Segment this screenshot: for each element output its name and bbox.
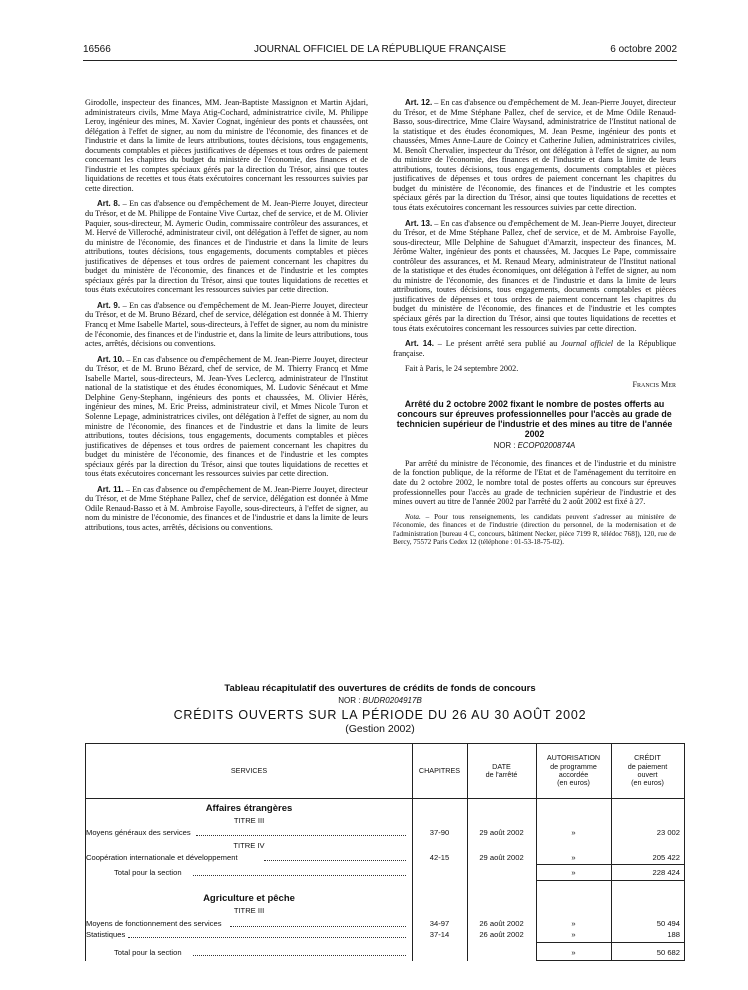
table-heading: CRÉDITS OUVERTS SUR LA PÉRIODE DU 26 AU 30 AOÛT 2002: [173, 708, 587, 722]
table-nor: [83, 696, 677, 705]
decree-body: Par arrêté du ministre de l'économie, des finances et de l'industrie et du ministre de la fonction publique, de la réforme de l'Etat et de l'aménagement du territoire en date du 2 octobre 2002, le nombre total de postes offerts au concours sur épreuves professionnelles pour l'accès au grade de technicien supérieur de l'industrie et des mines ouvert au titre de l'année 2002 par l'arrêté du 2 août 2002 est fixé à 27.: [393, 458, 676, 507]
row-label: Statistiques: [86, 930, 126, 939]
section-name: Affaires étrangères: [205, 803, 293, 814]
article-label: Art. 12.: [405, 98, 433, 107]
nor-code: ECOP0200874A: [517, 441, 576, 451]
row-autorisation: »: [571, 919, 576, 928]
row-chapitre: 37-90: [429, 828, 450, 837]
table-subheading: (Gestion 2002): [345, 723, 415, 735]
nor-label: NOR :: [338, 696, 363, 705]
decree-title: Arrêté du 2 octobre 2002 fixant le nombre de postes offerts au concours sur épreuves professionnelles pour l'accès au grade de technicien supérieur de l'industrie et des mines au titre de l'année 2002: [396, 399, 673, 440]
nor-label: NOR :: [493, 441, 518, 451]
header-credit: CRÉDIT de paiement ouvert (en euros): [627, 753, 668, 788]
article-label: Art. 11.: [97, 484, 124, 494]
row-label: Coopération internationale et développement: [86, 853, 238, 862]
article-text: – En cas d'absence ou d'empêchement de M. Jean-Pierre Jouyet, directeur du Trésor, et de Mme Stéphane Pallez, chef de service, et de M. Ambroise Fayolle, sous-directeur, Mlle Delphine de Sahuguet d'Amarzit, inspecteur des finances, M. Jérôme Walter, ingénieur des ponts et chaussées, M. Jacques Le Pape, commissaire contrôleur des assurances, et M. Renaud Meary, administrateur de l'Institut national de la statistique et des études économiques, ont délégation à l'effet de signer, au nom du ministre de l'économie, des finances et de l'industrie et dans la limite de leurs attributions, toutes décisions, tous engagements, documents comptables et pièces justificatives de dépenses et tous ordres de paiement concernant les chapitres du budget du ministère de l'économie, des finances et de l'industrie et les comptes spéciaux gérés par la direction du Trésor, ainsi que toutes liquidations de recettes et tous états exécutoires concernant les ressources suivies par cette direction.: [393, 218, 676, 333]
credits-table: [85, 743, 685, 961]
article-label: Art. 9.: [97, 300, 121, 310]
total-credit: 228 424: [652, 868, 680, 877]
row-date: 26 août 2002: [479, 930, 524, 939]
row-credit: 50 494: [656, 919, 680, 928]
table-title: Tableau récapitulatif des ouvertures de crédits de fonds de concours: [224, 683, 536, 694]
article-label: Art. 10.: [97, 354, 125, 364]
row-autorisation: »: [571, 828, 576, 837]
total-label: Total pour la section: [114, 948, 182, 957]
article-label: Art. 14.: [405, 339, 434, 349]
total-credit: 50 682: [656, 948, 680, 957]
header-autorisation: AUTORISATION de programme accordée (en euros): [546, 753, 601, 788]
row-autorisation: »: [571, 853, 576, 862]
row-credit: 188: [667, 930, 680, 939]
total-divider: [536, 942, 684, 943]
issue-date: 6 octobre 2002: [610, 44, 677, 55]
signature: Francis Mer: [632, 379, 676, 389]
right-column: [393, 98, 676, 675]
nota-text: – Pour tous renseignements, les candidats peuvent s'adresser au ministère de l'économie, des finances et de l'industrie (direction du personnel, de la modernisation et de l'administration [bureau 4 C, concours, bâtiment Necker, pièce 7199 R, télédoc 768]), 120, rue de Bercy, 75572 Paris Cedex 12 (téléphone : 01-53-18-75-02).: [393, 512, 676, 547]
article-10: [85, 355, 368, 479]
article-13: [393, 219, 676, 334]
journal-title: JOURNAL OFFICIEL DE LA RÉPUBLIQUE FRANÇAISE: [253, 44, 507, 55]
header-date: DATE de l'arrêté: [485, 761, 518, 779]
total-divider: [536, 880, 684, 881]
page-header: [83, 44, 677, 58]
signing-place-date: Fait à Paris, le 24 septembre 2002.: [405, 364, 519, 374]
article-text: – En cas d'absence ou d'empêchement de M. Jean-Pierre Jouyet, directeur du Trésor, et de M. Bruno Bézard, chef de service, délégation est donnée à M. Thierry Francq et Mme Isabelle Martel, sous-directeurs, à l'effet de signer, au nom du ministre de l'économie, des finances et de l'industrie et, dans la limite de leurs attributions, tous actes, arrêtés, décisions ou conventions.: [85, 300, 368, 349]
row-chapitre: 34-97: [429, 919, 450, 928]
article-8: [85, 199, 368, 294]
row-label: Moyens de fonctionnement des services: [86, 919, 222, 928]
total-label: Total pour la section: [114, 868, 182, 877]
leader-dots: [230, 926, 406, 927]
header-rule: [83, 60, 677, 61]
row-date: 29 août 2002: [479, 853, 524, 862]
total-divider: [536, 960, 684, 961]
article-text: de la République française.: [393, 339, 676, 358]
nor-code: BUDR0204917B: [362, 696, 422, 705]
nota-label: Nota.: [405, 512, 421, 521]
header-divider: [86, 798, 684, 799]
decree-nor: [393, 441, 676, 451]
article-11: [85, 485, 368, 533]
left-column: [85, 98, 368, 668]
article-text: – En cas d'absence ou d'empêchement de M. Jean-Pierre Jouyet, directeur du Trésor, et de M. Philippe de Fontaine Vive Curtaz, chef de service, et de M. Olivier Paquier, sous-directeur, M. Aymeric Oudin, commissaire contrôleur des assurances, et M. Hervé de Villeroché, administrateur civil, ont délégation à l'effet de signer, au nom du ministre de l'économie, des finances et de l'industrie et dans la limite de leurs attributions, toutes décisions, tous engagements, documents comptables et pièces justificatives de dépenses et tous ordres de paiement concernant les chapitres du budget du ministère de l'économie, des finances et de l'industrie et les comptes spéciaux gérés par la direction du Trésor, ainsi que toutes liquidations de recettes et tous états exécutoires concernant les ressources suivies par cette direction.: [85, 199, 368, 295]
row-credit: 23 002: [656, 828, 680, 837]
total-divider: [536, 864, 684, 865]
article-label: Art. 8.: [97, 199, 121, 209]
row-chapitre: 42-15: [429, 853, 450, 862]
titre-label: TITRE III: [233, 816, 265, 825]
titre-label: TITRE III: [233, 906, 265, 915]
article-label: Art. 13.: [405, 218, 433, 228]
leader-dots: [264, 860, 406, 861]
total-autorisation: »: [571, 948, 576, 957]
section-name: Agriculture et pêche: [203, 893, 295, 904]
article-text: – En cas d'absence ou d'empêchement de M. Jean-Pierre Jouyet, directeur du Trésor, et de Mme Stéphane Pallez, chef de service, délégation est donnée à Mme Odile Renaud-Basso et à M. Ambroise Fayolle, sous-directeurs, à l'effet de signer, au nom du ministre de l'économie, des finances et de l'industrie et dans la limite de leurs attributions, tous actes, arrêtés, décisions ou conventions.: [85, 484, 368, 532]
row-date: 29 août 2002: [479, 828, 524, 837]
row-credit: 205 422: [652, 853, 680, 862]
decree-nota: [393, 513, 676, 547]
row-label: Moyens généraux des services: [86, 828, 191, 837]
journal-name: Journal officiel: [561, 339, 614, 349]
leader-dots: [193, 955, 406, 956]
article-text: – En cas d'absence ou d'empêchement de M. Jean-Pierre Jouyet, directeur du Trésor, et de M. Bruno Bézard, chef de service, de M. Thierry Francq et Mme Isabelle Martel, sous-directeurs, M. Jean-Yves Leclercq, administrateur de l'Institut national de la statistique et des études économiques, M. Ludovic Sénécaut et Mme Delphine Geny-Stephann, ingénieurs des ponts et chaussées, M. Olivier Hérès, ingénieur des mines, M. Eric Preiss, administrateur civil, et Mmes Nicole Turon et Solenne Lepage, administratrices civiles, ont délégation à l'effet de signer, au nom du ministre de l'économie, des finances et de l'industrie et dans la limite de leurs attributions, toutes décisions, tous engagements, documents comptables et pièces justificatives de dépenses et tous ordres de paiement concernant les chapitres du budget du ministère de l'économie, des finances et de l'industrie et les comptes spéciaux gérés par la direction du Trésor, ainsi que toutes liquidations de recettes et tous états exécutoires concernant les ressources suivies par cette direction.: [85, 354, 368, 479]
row-autorisation: »: [571, 930, 576, 939]
header-chapitres: CHAPITRES: [418, 765, 461, 775]
article-14: [393, 339, 676, 358]
total-autorisation: »: [571, 868, 576, 877]
leader-dots: [193, 875, 406, 876]
article-text: – En cas d'absence ou d'empêchement de M. Jean-Pierre Jouyet, directeur du Trésor, et de Mme Stéphane Pallez, chef de service, et de Mme Odile Renaud-Basso, sous-directrice, Mme Claire Waysand, administratrice de l'Institut national de la statistique et des études économiques, M. Jean Pesme, ingénieur des ponts et chaussées, Mmes Anne-Laure de Coincy et Catherine Julien, administratrices civiles, M. Benoît Chervalier, inspecteur du Trésor, ont délégation à l'effet de signer, au nom du ministre de l'économie, des finances et de l'industrie et dans la limite de leurs attributions, toutes décisions, tous engagements, documents comptables et pièces justificatives de dépenses et tous ordres de paiement concernant les chapitres du budget du ministère de l'économie, des finances et de l'industrie et les comptes spéciaux gérés par la direction du Trésor, ainsi que toutes liquidations de recettes et tous états exécutoires concernant les ressources suivies par cette direction.: [393, 98, 676, 213]
article-text: – Le présent arrêté sera publié au: [433, 339, 562, 349]
article-7-continuation: Girodolle, inspecteur des finances, MM. Jean-Baptiste Massignon et Martin Ajdari, administrateurs civils, Mme Maya Atig-Cochard, administratrice civile, M. Philippe Leroy, ingénieur des mines, M. Xavier Cognat, ingénieur des ponts et chaussées, ont délégation à l'effet de signer, au nom du ministre de l'économie, des finances et de l'industrie et dans la limite de leurs attributions, toutes décisions, tous engagements, documents comptables et pièces justificatives de dépenses et tous ordres de paiement concernant les chapitres du budget du ministère de l'économie, des finances et de l'industrie et les comptes spéciaux gérés par la direction du Trésor, ainsi que toutes liquidations de recettes et tous états exécutoires concernant les ressources suivies par cette direction.: [85, 98, 368, 193]
article-9: [85, 301, 368, 349]
leader-dots: [128, 937, 406, 938]
header-services: SERVICES: [230, 765, 268, 775]
titre-label: TITRE IV: [233, 841, 265, 850]
row-date: 26 août 2002: [479, 919, 524, 928]
page-number: 16566: [83, 44, 111, 55]
row-chapitre: 37-14: [429, 930, 450, 939]
article-12: [393, 98, 676, 213]
leader-dots: [196, 835, 406, 836]
